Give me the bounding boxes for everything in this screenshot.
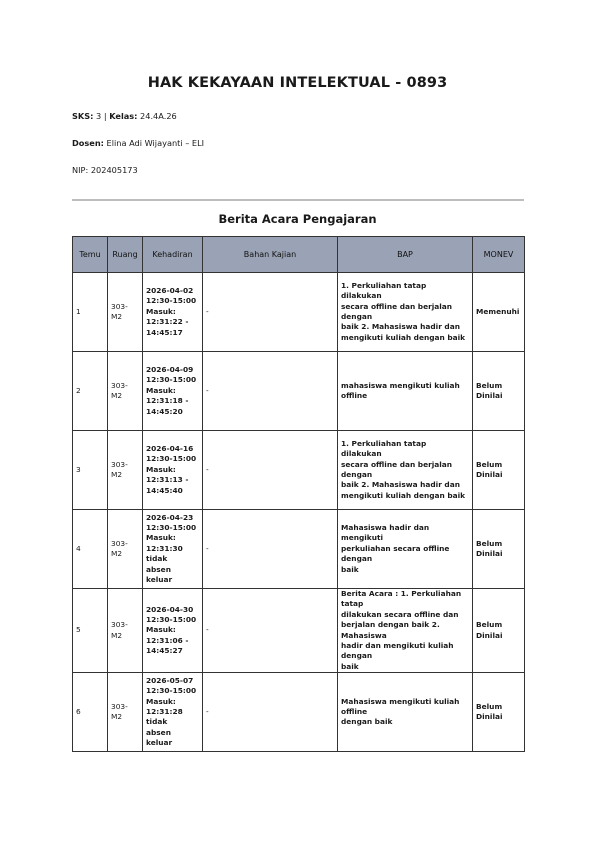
cell-bap-line: dilakukan secara offline dan bbox=[341, 609, 459, 619]
cell-monev-line: Memenuhi bbox=[476, 306, 520, 316]
cell-temu: 1 bbox=[73, 273, 108, 352]
cell-bahan-kajian: - bbox=[203, 673, 338, 752]
cell-ruang bbox=[108, 273, 143, 352]
cell-monev-line: Dinilai bbox=[476, 712, 503, 722]
table-header-row bbox=[73, 237, 525, 273]
cell-kehadiran bbox=[143, 352, 203, 431]
cell-kehadiran-line: 14:45:17 bbox=[146, 327, 183, 337]
cell-temu: 3 bbox=[73, 431, 108, 510]
col-header-bahan-kajian: Bahan Kajian bbox=[203, 237, 338, 273]
cell-ruang-line: 303- bbox=[111, 301, 128, 311]
cell-kehadiran-line: 12:30-15:00 bbox=[146, 522, 197, 532]
cell-kehadiran-line: 12:30-15:00 bbox=[146, 454, 197, 464]
cell-monev-line: Belum bbox=[476, 459, 503, 469]
cell-bap-line: hadir dan mengikuti kuliah dengan bbox=[341, 641, 454, 661]
table-row bbox=[73, 273, 525, 352]
col-header-monev: MONEV bbox=[473, 237, 525, 273]
col-header-kehadiran: Kehadiran bbox=[143, 237, 203, 273]
cell-kehadiran-line: Masuk: bbox=[146, 385, 176, 395]
cell-kehadiran-line: 14:45:40 bbox=[146, 485, 183, 495]
cell-ruang bbox=[108, 510, 143, 589]
cell-kehadiran-line: 2026-04-16 bbox=[146, 443, 194, 453]
cell-bap bbox=[338, 352, 473, 431]
table-body bbox=[73, 273, 525, 752]
kelas-value: 24.4A.26 bbox=[137, 111, 177, 121]
cell-kehadiran-line: 14:45:27 bbox=[146, 646, 183, 656]
nip-line: NIP: 202405173 bbox=[72, 165, 138, 175]
cell-kehadiran-line: 12:31:06 - bbox=[146, 635, 189, 645]
cell-monev-line: Dinilai bbox=[476, 549, 503, 558]
cell-bahan-kajian: - bbox=[203, 510, 338, 589]
cell-monev bbox=[473, 589, 525, 673]
cell-bap bbox=[338, 273, 473, 352]
cell-kehadiran bbox=[143, 510, 203, 589]
cell-bap-line: Berita Acara : 1. Perkuliahan tatap bbox=[341, 589, 462, 609]
cell-bap bbox=[338, 589, 473, 673]
col-header-ruang: Ruang bbox=[108, 237, 143, 273]
cell-kehadiran bbox=[143, 589, 203, 673]
cell-kehadiran-line: 2026-04-02 bbox=[146, 285, 194, 295]
cell-bap-line: Mahasiswa mengikuti kuliah offline bbox=[341, 696, 460, 717]
cell-bap bbox=[338, 431, 473, 510]
cell-ruang bbox=[108, 431, 143, 510]
cell-kehadiran-line: 12:31:22 - bbox=[146, 317, 189, 327]
cell-monev-line: Dinilai bbox=[476, 470, 503, 479]
cell-monev bbox=[473, 673, 525, 752]
cell-kehadiran-line: 12:30-15:00 bbox=[146, 296, 197, 306]
cell-monev-line: Belum bbox=[476, 380, 503, 390]
cell-ruang-line: 303- bbox=[111, 620, 128, 630]
bap-table bbox=[72, 236, 525, 752]
cell-bap-line: Mahasiswa hadir dan mengikuti bbox=[341, 522, 430, 543]
cell-monev-line: Belum bbox=[476, 701, 503, 711]
cell-kehadiran-line: 12:31:28 tidak bbox=[146, 707, 183, 727]
cell-temu: 2 bbox=[73, 352, 108, 431]
cell-kehadiran-line: 12:30-15:00 bbox=[146, 686, 197, 696]
sks-value: 3 | bbox=[93, 111, 110, 121]
cell-monev bbox=[473, 510, 525, 589]
section-title: Berita Acara Pengajaran bbox=[218, 212, 377, 226]
cell-bap-line: mahasiswa mengikuti kuliah offline bbox=[341, 380, 460, 400]
table-row bbox=[73, 510, 525, 589]
cell-kehadiran-line: Masuk: bbox=[146, 696, 176, 706]
cell-bap-line: baik bbox=[341, 564, 359, 574]
cell-bahan-kajian: - bbox=[203, 273, 338, 352]
cell-ruang-line: M2 bbox=[111, 712, 123, 722]
cell-temu: 4 bbox=[73, 510, 108, 589]
cell-ruang-line: M2 bbox=[111, 312, 123, 321]
cell-kehadiran-line: 12:31:13 - bbox=[146, 475, 189, 485]
cell-kehadiran-line: 12:31:30 tidak bbox=[146, 543, 183, 564]
cell-kehadiran-line: absen keluar bbox=[146, 727, 173, 748]
cell-ruang-line: M2 bbox=[111, 549, 123, 558]
cell-bap-line: 1. Perkuliahan tatap dilakukan bbox=[341, 280, 427, 301]
cell-kehadiran-line: 2026-04-23 bbox=[146, 512, 194, 522]
cell-kehadiran-line: 12:31:18 - bbox=[146, 396, 189, 406]
cell-kehadiran-line: Masuk: bbox=[146, 306, 176, 316]
cell-kehadiran-line: 2026-04-30 bbox=[146, 604, 194, 614]
cell-kehadiran-line: 12:30-15:00 bbox=[146, 375, 197, 385]
cell-bap-line: 1. Perkuliahan tatap dilakukan bbox=[341, 438, 427, 459]
cell-ruang bbox=[108, 352, 143, 431]
cell-bap bbox=[338, 510, 473, 589]
cell-monev bbox=[473, 273, 525, 352]
sks-kelas-line bbox=[72, 111, 177, 121]
cell-bap-line: secara offline dan berjalan dengan bbox=[341, 301, 453, 321]
cell-temu: 6 bbox=[73, 673, 108, 752]
cell-ruang-line: M2 bbox=[111, 630, 123, 640]
cell-bap-line: dengan baik bbox=[341, 717, 393, 727]
cell-ruang-line: M2 bbox=[111, 470, 123, 479]
cell-bahan-kajian: - bbox=[203, 352, 338, 431]
cell-ruang bbox=[108, 673, 143, 752]
cell-ruang-line: 303- bbox=[111, 538, 128, 548]
cell-bap-line: mengikuti kuliah dengan baik bbox=[341, 332, 466, 342]
col-header-bap: BAP bbox=[338, 237, 473, 273]
cell-kehadiran bbox=[143, 431, 203, 510]
cell-bap bbox=[338, 673, 473, 752]
cell-bap-line: baik bbox=[341, 661, 359, 671]
cell-bap-line: secara offline dan berjalan dengan bbox=[341, 459, 453, 479]
cell-kehadiran-line: 2026-05-07 bbox=[146, 675, 194, 685]
cell-monev-line: Dinilai bbox=[476, 630, 503, 640]
cell-bap-line: baik 2. Mahasiswa hadir dan bbox=[341, 480, 460, 490]
cell-kehadiran-line: 14:45:20 bbox=[146, 406, 183, 416]
dosen-value: Elina Adi Wijayanti – ELI bbox=[103, 138, 205, 148]
cell-ruang-line: 303- bbox=[111, 380, 128, 390]
cell-bahan-kajian: - bbox=[203, 431, 338, 510]
cell-monev-line: Dinilai bbox=[476, 391, 503, 400]
cell-monev bbox=[473, 352, 525, 431]
cell-bap-line: baik 2. Mahasiswa hadir dan bbox=[341, 322, 460, 332]
table-row bbox=[73, 673, 525, 752]
cell-ruang-line: 303- bbox=[111, 701, 128, 711]
cell-kehadiran bbox=[143, 673, 203, 752]
cell-ruang-line: M2 bbox=[111, 391, 123, 400]
cell-bap-line: mengikuti kuliah dengan baik bbox=[341, 490, 466, 500]
cell-monev-line: Belum bbox=[476, 538, 503, 548]
cell-bahan-kajian: - bbox=[203, 589, 338, 673]
cell-ruang-line: 303- bbox=[111, 459, 128, 469]
cell-kehadiran-line: Masuk: bbox=[146, 464, 176, 474]
cell-kehadiran bbox=[143, 273, 203, 352]
cell-ruang bbox=[108, 589, 143, 673]
dosen-label: Dosen: bbox=[72, 138, 104, 148]
dosen-line bbox=[72, 138, 204, 148]
cell-kehadiran-line: 12:30-15:00 bbox=[146, 615, 197, 625]
table-row bbox=[73, 589, 525, 673]
table-row bbox=[73, 352, 525, 431]
cell-kehadiran-line: absen keluar bbox=[146, 564, 173, 585]
cell-monev-line: Belum bbox=[476, 620, 503, 630]
divider bbox=[72, 199, 524, 201]
cell-kehadiran-line: Masuk: bbox=[146, 533, 176, 543]
cell-bap-line: berjalan dengan baik 2. Mahasiswa bbox=[341, 620, 440, 640]
cell-bap-line: perkuliahan secara offline dengan bbox=[341, 543, 450, 564]
cell-monev bbox=[473, 431, 525, 510]
cell-kehadiran-line: Masuk: bbox=[146, 625, 176, 635]
cell-kehadiran-line: 2026-04-09 bbox=[146, 364, 194, 374]
sks-label: SKS: bbox=[72, 111, 94, 121]
cell-temu: 5 bbox=[73, 589, 108, 673]
table-row bbox=[73, 431, 525, 510]
page-title: HAK KEKAYAAN INTELEKTUAL - 0893 bbox=[147, 75, 448, 91]
kelas-label: Kelas: bbox=[109, 111, 138, 121]
col-header-temu: Temu bbox=[73, 237, 108, 273]
